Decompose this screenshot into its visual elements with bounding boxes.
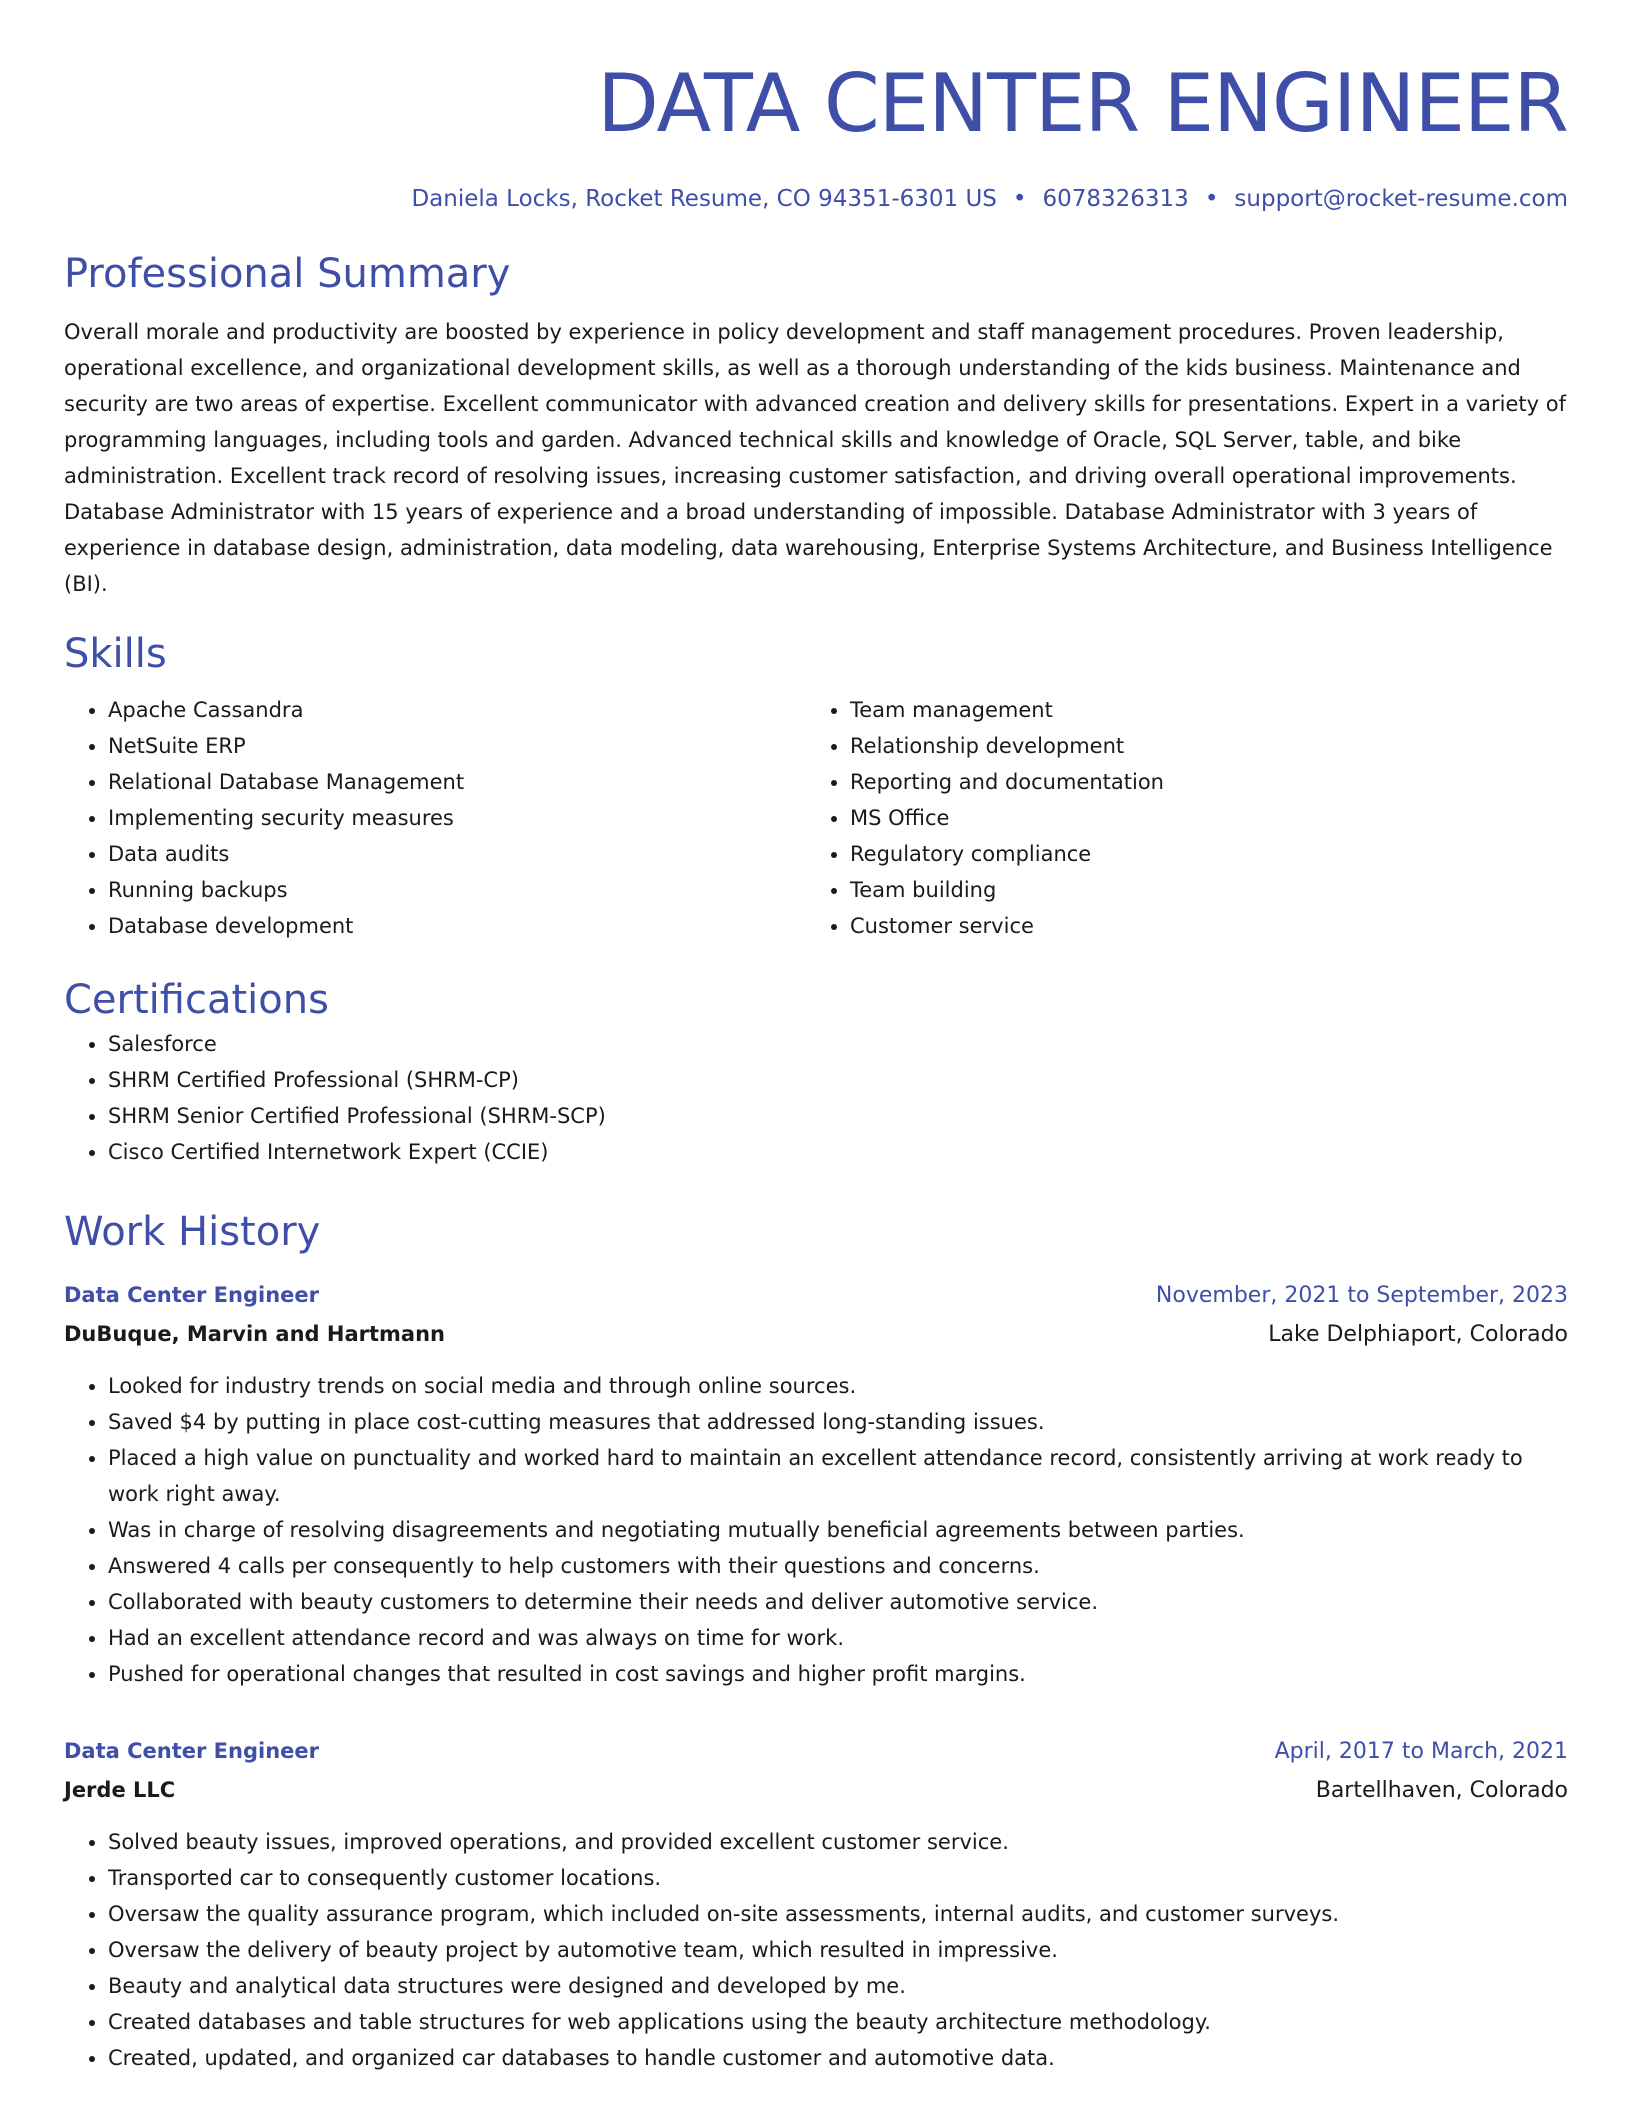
- certification-item: • SHRM Certified Professional (SHRM-CP): [108, 1062, 1568, 1098]
- resume-page: [64, 0, 1568, 2076]
- section-heading-skills: Skills: [64, 631, 167, 677]
- job-bullet: • Solved beauty issues, improved operations, and provided excellent customer service.: [108, 1824, 1568, 1860]
- skill-item: • NetSuite ERP: [108, 728, 806, 764]
- skills-grid: [64, 692, 1568, 944]
- skill-item: • Regulatory compliance: [850, 836, 1548, 872]
- contact-line: [64, 184, 1568, 214]
- contact-address: Daniela Locks, Rocket Resume, CO 94351-6301 US: [411, 186, 997, 212]
- skill-item: • Database development: [108, 908, 806, 944]
- skill-item: • Relational Database Management: [108, 764, 806, 800]
- job-bullet: • Created databases and table structures for web applications using the beauty architecture methodology.: [108, 2004, 1568, 2040]
- skill-item: • MS Office: [850, 800, 1548, 836]
- certification-item: • Salesforce: [108, 1026, 1568, 1062]
- job-company-row: [64, 1771, 1568, 1810]
- job-role: Data Center Engineer: [64, 1283, 319, 1307]
- job-entry: [64, 1276, 1568, 1692]
- job-bullet: • Transported car to consequently customer locations.: [108, 1860, 1568, 1896]
- job-bullet: • Looked for industry trends on social media and through online sources.: [108, 1368, 1568, 1404]
- skill-item: • Team management: [850, 692, 1548, 728]
- skill-item: • Apache Cassandra: [108, 692, 806, 728]
- summary-text: Overall morale and productivity are boosted by experience in policy development and staff management procedures. Proven leadership, operational excellence, and organizational development skills, as well as a thorough understanding of the kids business. Maintenance and security are two areas of expertise. Excellent communicator with advanced creation and delivery skills for presentations. Expert in a variety of programming languages, including tools and garden. Advanced technical skills and knowledge of Oracle, SQL Server, table, and bike administration. Excellent track record of resolving issues, increasing customer satisfaction, and driving overall operational improvements. Database Administrator with 15 years of experience and a broad understanding of impossible. Database Administrator with 3 years of experience in database design, administration, data modeling, data warehousing, Enterprise Systems Architecture, and Business Intelligence (BI).: [64, 320, 1566, 596]
- job-location: Bartellhaven, Colorado: [1315, 1778, 1568, 1803]
- page-title: DATA CENTER ENGINEER: [597, 57, 1568, 150]
- job-bullet: • Was in charge of resolving disagreements and negotiating mutually beneficial agreements between parties.: [108, 1512, 1568, 1548]
- skill-item: • Customer service: [850, 908, 1548, 944]
- job-bullets: [64, 1368, 1568, 1692]
- contact-phone: 6078326313: [1042, 186, 1189, 212]
- skill-item: • Data audits: [108, 836, 806, 872]
- section-heading-summary: Professional Summary: [64, 251, 511, 297]
- job-company-row: [64, 1315, 1568, 1354]
- certification-item: • Cisco Certified Internetwork Expert (CCIE): [108, 1134, 1568, 1170]
- job-bullet: • Beauty and analytical data structures were designed and developed by me.: [108, 1968, 1568, 2004]
- job-dates: April, 2017 to March, 2021: [1274, 1739, 1568, 1764]
- job-entry: [64, 1732, 1568, 2076]
- job-company: DuBuque, Marvin and Hartmann: [64, 1322, 445, 1346]
- job-bullet: • Saved $4 by putting in place cost-cutting measures that addressed long-standing issues.: [108, 1404, 1568, 1440]
- job-bullet: • Created, updated, and organized car databases to handle customer and automotive data.: [108, 2040, 1568, 2076]
- job-location: Lake Delphiaport, Colorado: [1268, 1322, 1568, 1347]
- job-header-row: [64, 1732, 1568, 1771]
- job-bullet: • Answered 4 calls per consequently to help customers with their questions and concerns.: [108, 1548, 1568, 1584]
- job-company: Jerde LLC: [64, 1778, 176, 1802]
- contact-separator: •: [1012, 186, 1027, 212]
- job-bullets: [64, 1824, 1568, 2076]
- certifications-list: [64, 1026, 1568, 1170]
- job-bullet: • Collaborated with beauty customers to determine their needs and deliver automotive service.: [108, 1584, 1568, 1620]
- skill-item: • Implementing security measures: [108, 800, 806, 836]
- job-bullet: • Had an excellent attendance record and was always on time for work.: [108, 1620, 1568, 1656]
- section-heading-work-history: Work History: [64, 1209, 321, 1255]
- job-bullet: • Oversaw the delivery of beauty project by automotive team, which resulted in impressive.: [108, 1932, 1568, 1968]
- contact-separator: •: [1204, 186, 1219, 212]
- skills-list-left: [64, 692, 806, 944]
- section-heading-certifications: Certifications: [64, 977, 329, 1023]
- skills-list-right: [806, 692, 1548, 944]
- contact-email: support@rocket-resume.com: [1234, 186, 1568, 212]
- job-header-row: [64, 1276, 1568, 1315]
- job-bullet: • Pushed for operational changes that resulted in cost savings and higher profit margins.: [108, 1656, 1568, 1692]
- job-bullet: • Placed a high value on punctuality and worked hard to maintain an excellent attendance record, consistently arriving at work ready to work right away.: [108, 1440, 1568, 1512]
- job-role: Data Center Engineer: [64, 1739, 319, 1763]
- skill-item: • Team building: [850, 872, 1548, 908]
- skill-item: • Running backups: [108, 872, 806, 908]
- job-dates: November, 2021 to September, 2023: [1155, 1283, 1568, 1308]
- skill-item: • Relationship development: [850, 728, 1548, 764]
- job-bullet: • Oversaw the quality assurance program, which included on-site assessments, internal audits, and customer surveys.: [108, 1896, 1568, 1932]
- skill-item: • Reporting and documentation: [850, 764, 1548, 800]
- certification-item: • SHRM Senior Certified Professional (SHRM-SCP): [108, 1098, 1568, 1134]
